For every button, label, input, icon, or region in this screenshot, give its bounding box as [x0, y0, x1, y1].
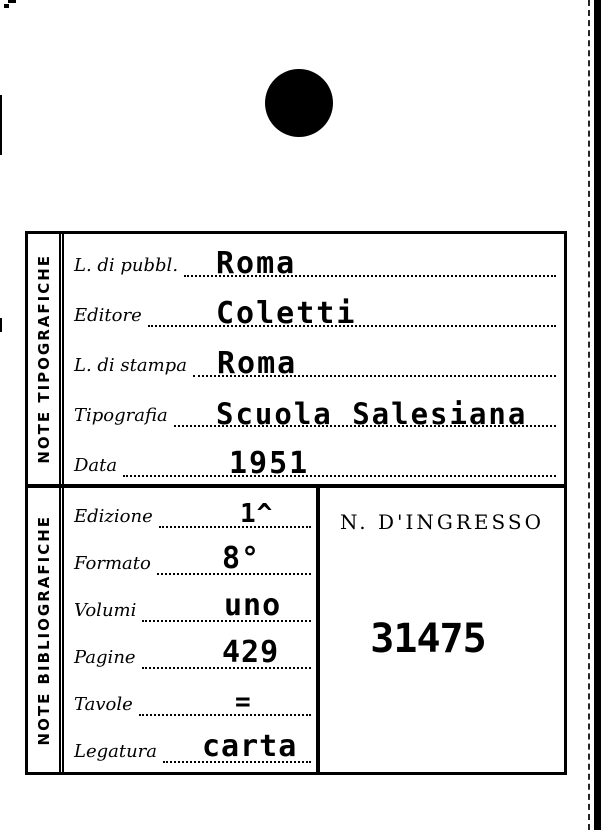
field-value: Roma — [217, 346, 298, 381]
field-value: = — [235, 687, 252, 717]
dotted-line — [139, 714, 311, 716]
section-note-bibliografiche — [28, 484, 564, 772]
field-row-l-di-pubbl — [64, 234, 564, 284]
section-title-vertical: NOTE BIBLIOGRAFICHE — [34, 514, 53, 746]
field-row-tavole — [64, 676, 316, 723]
field-value: 8° — [222, 541, 261, 576]
scan-speck — [0, 95, 2, 155]
field-row-edizione — [64, 488, 316, 535]
field-label: Legatura — [74, 741, 158, 762]
field-row-data — [64, 434, 564, 484]
field-row-volumi — [64, 582, 316, 629]
scan-speck — [8, 0, 16, 3]
field-label: L. di stampa — [74, 355, 187, 376]
catalog-card — [25, 231, 567, 775]
field-value: uno — [224, 588, 282, 623]
dotted-line — [159, 526, 311, 528]
field-value: 429 — [222, 635, 280, 670]
fields-area — [64, 234, 564, 484]
field-value: carta — [202, 729, 298, 764]
scan-speck — [0, 318, 2, 332]
field-label: Volumi — [74, 600, 137, 621]
side-label-column — [28, 488, 64, 772]
field-row-pagine — [64, 629, 316, 676]
scan-edge-band — [594, 0, 601, 830]
field-value: Roma — [216, 246, 297, 281]
field-row-legatura — [64, 723, 316, 770]
field-label: Tavole — [74, 694, 133, 715]
field-value: Scuola Salesiana — [216, 397, 528, 431]
field-value: Coletti — [216, 296, 357, 331]
field-label: Tipografia — [74, 405, 168, 426]
field-label: Formato — [74, 553, 151, 574]
field-row-formato — [64, 535, 316, 582]
field-label: Editore — [74, 305, 142, 326]
section-note-tipografiche — [28, 234, 564, 484]
ingresso-header: N. D'INGRESSO — [340, 510, 544, 534]
dotted-line — [123, 475, 556, 477]
ingresso-number: 31475 — [370, 616, 486, 662]
fields-area — [64, 488, 564, 772]
field-value: 1951 — [229, 446, 310, 481]
field-label: L. di pubbl. — [74, 255, 179, 276]
section-title-vertical: NOTE TIPOGRAFICHE — [34, 254, 53, 464]
hole-punch-mark — [265, 69, 333, 137]
field-value: 1^ — [240, 499, 274, 529]
ingresso-column — [316, 488, 564, 772]
scan-speck — [4, 4, 9, 8]
bibliographic-fields — [64, 488, 316, 772]
field-row-editore — [64, 284, 564, 334]
scan-dashed-line — [588, 0, 590, 830]
field-row-tipografia — [64, 384, 564, 434]
field-row-l-di-stampa — [64, 334, 564, 384]
field-label: Edizione — [74, 506, 153, 527]
field-label: Data — [74, 455, 118, 476]
field-label: Pagine — [74, 647, 136, 668]
side-label-column — [28, 234, 64, 484]
